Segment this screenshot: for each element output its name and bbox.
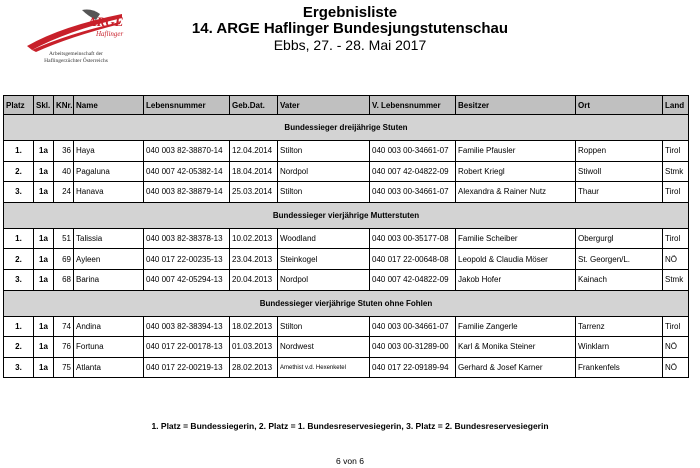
cell-ort: Obergurgl — [576, 228, 663, 249]
table-row — [4, 269, 689, 290]
cell-besitzer: Familie Zangerle — [456, 316, 576, 337]
cell-besitzer: Familie Scheiber — [456, 228, 576, 249]
col-knr: KNr. — [54, 96, 74, 115]
cell-besitzer: Leopold & Claudia Möser — [456, 249, 576, 270]
cell-knr: 76 — [54, 337, 74, 358]
cell-name: Fortuna — [74, 337, 144, 358]
cell-skl: 1a — [34, 161, 54, 182]
cell-lebensnummer: 040 003 82-38879-14 — [144, 182, 230, 203]
table-row — [4, 182, 689, 203]
cell-lebensnummer: 040 003 82-38870-14 — [144, 141, 230, 162]
group-title: Bundessieger dreijährige Stuten — [4, 115, 689, 141]
cell-vater: Stilton — [278, 182, 370, 203]
cell-gebdat: 10.02.2013 — [230, 228, 278, 249]
cell-gebdat: 18.02.2013 — [230, 316, 278, 337]
cell-v-lebensnummer: 040 003 00-34661-07 — [370, 182, 456, 203]
cell-gebdat: 01.03.2013 — [230, 337, 278, 358]
cell-lebensnummer: 040 003 82-38378-13 — [144, 228, 230, 249]
table-row — [4, 228, 689, 249]
cell-platz: 2. — [4, 337, 34, 358]
cell-lebensnummer: 040 017 22-00219-13 — [144, 357, 230, 378]
placement-legend: 1. Platz = Bundessiegerin, 2. Platz = 1. Bundesreservesiegerin, 3. Platz = 2. Bundesreservesiegerin — [151, 421, 549, 431]
event-title: 14. ARGE Haflinger Bundesjungstutenschau — [191, 20, 509, 37]
cell-gebdat: 25.03.2014 — [230, 182, 278, 203]
cell-ort: Frankenfels — [576, 357, 663, 378]
cell-skl: 1a — [34, 269, 54, 290]
logo-subword: Haflinger — [96, 30, 124, 38]
results-table — [3, 95, 689, 378]
group-title: Bundessieger vierjährige Mutterstuten — [4, 202, 689, 228]
cell-ort: St. Georgen/L. — [576, 249, 663, 270]
cell-platz: 1. — [4, 316, 34, 337]
cell-land: Tirol — [663, 182, 689, 203]
cell-ort: Winklarn — [576, 337, 663, 358]
cell-vater: Nordwest — [278, 337, 370, 358]
cell-knr: 40 — [54, 161, 74, 182]
cell-v-lebensnummer: 040 017 22-09189-94 — [370, 357, 456, 378]
logo-line-2: Haflingerzüchter Österreichs — [44, 57, 108, 64]
group-header-row — [4, 115, 689, 141]
cell-name: Atlanta — [74, 357, 144, 378]
cell-knr: 68 — [54, 269, 74, 290]
cell-knr: 51 — [54, 228, 74, 249]
col-name: Name — [74, 96, 144, 115]
cell-platz: 3. — [4, 269, 34, 290]
cell-skl: 1a — [34, 182, 54, 203]
cell-besitzer: Jakob Hofer — [456, 269, 576, 290]
cell-land: NÖ — [663, 249, 689, 270]
cell-skl: 1a — [34, 357, 54, 378]
cell-lebensnummer: 040 003 82-38394-13 — [144, 316, 230, 337]
cell-vater: Stilton — [278, 316, 370, 337]
table-row — [4, 316, 689, 337]
cell-v-lebensnummer: 040 007 42-04822-09 — [370, 269, 456, 290]
cell-besitzer: Robert Kriegl — [456, 161, 576, 182]
cell-knr: 74 — [54, 316, 74, 337]
cell-ort: Stiwoll — [576, 161, 663, 182]
col-ort: Ort — [576, 96, 663, 115]
cell-skl: 1a — [34, 228, 54, 249]
cell-skl: 1a — [34, 316, 54, 337]
cell-gebdat: 12.04.2014 — [230, 141, 278, 162]
cell-land: Tirol — [663, 228, 689, 249]
cell-platz: 3. — [4, 182, 34, 203]
cell-lebensnummer: 040 017 22-00178-13 — [144, 337, 230, 358]
cell-v-lebensnummer: 040 003 00-34661-07 — [370, 141, 456, 162]
cell-skl: 1a — [34, 337, 54, 358]
cell-vater: Amethist v.d. Hexenketel — [278, 357, 370, 378]
table-header-row — [4, 96, 689, 115]
page-number: 6 von 6 — [336, 456, 364, 466]
cell-land: Tirol — [663, 316, 689, 337]
cell-lebensnummer: 040 007 42-05382-14 — [144, 161, 230, 182]
cell-knr: 75 — [54, 357, 74, 378]
cell-gebdat: 23.04.2013 — [230, 249, 278, 270]
cell-skl: 1a — [34, 249, 54, 270]
cell-vater: Stilton — [278, 141, 370, 162]
col-v-lebensnummer: V. Lebensnummer — [370, 96, 456, 115]
cell-v-lebensnummer: 040 007 42-04822-09 — [370, 161, 456, 182]
cell-ort: Kainach — [576, 269, 663, 290]
logo-line-1: Arbeitsgemeinschaft der — [49, 51, 103, 57]
table-row — [4, 141, 689, 162]
cell-v-lebensnummer: 040 003 00-31289-00 — [370, 337, 456, 358]
cell-name: Andina — [74, 316, 144, 337]
cell-knr: 24 — [54, 182, 74, 203]
document-title: Ergebnisliste — [302, 4, 398, 21]
cell-vater: Nordpol — [278, 269, 370, 290]
cell-vater: Nordpol — [278, 161, 370, 182]
cell-gebdat: 28.02.2013 — [230, 357, 278, 378]
col-gebdat: Geb.Dat. — [230, 96, 278, 115]
cell-platz: 3. — [4, 357, 34, 378]
cell-ort: Roppen — [576, 141, 663, 162]
cell-besitzer: Gerhard & Josef Karner — [456, 357, 576, 378]
cell-v-lebensnummer: 040 003 00-35177-08 — [370, 228, 456, 249]
cell-name: Ayleen — [74, 249, 144, 270]
cell-lebensnummer: 040 007 42-05294-13 — [144, 269, 230, 290]
cell-lebensnummer: 040 017 22-00235-13 — [144, 249, 230, 270]
cell-land: Stmk — [663, 161, 689, 182]
cell-skl: 1a — [34, 141, 54, 162]
col-land: Land — [663, 96, 689, 115]
cell-name: Hanava — [74, 182, 144, 203]
cell-knr: 69 — [54, 249, 74, 270]
cell-platz: 2. — [4, 249, 34, 270]
cell-ort: Tarrenz — [576, 316, 663, 337]
group-header-row — [4, 290, 689, 316]
cell-land: NÖ — [663, 357, 689, 378]
event-place-date: Ebbs, 27. - 28. Mai 2017 — [273, 37, 427, 53]
col-vater: Vater — [278, 96, 370, 115]
cell-land: Stmk — [663, 269, 689, 290]
col-besitzer: Besitzer — [456, 96, 576, 115]
cell-platz: 1. — [4, 228, 34, 249]
table-row — [4, 249, 689, 270]
cell-name: Haya — [74, 141, 144, 162]
cell-platz: 1. — [4, 141, 34, 162]
cell-land: NÖ — [663, 337, 689, 358]
col-lebensnummer: Lebensnummer — [144, 96, 230, 115]
table-row — [4, 357, 689, 378]
cell-v-lebensnummer: 040 003 00-34661-07 — [370, 316, 456, 337]
col-platz: Platz — [4, 96, 34, 115]
cell-besitzer: Karl & Monika Steiner — [456, 337, 576, 358]
table-row — [4, 337, 689, 358]
cell-ort: Thaur — [576, 182, 663, 203]
col-skl: Skl. — [34, 96, 54, 115]
cell-besitzer: Familie Pfausler — [456, 141, 576, 162]
cell-name: Pagaluna — [74, 161, 144, 182]
cell-vater: Steinkogel — [278, 249, 370, 270]
group-title: Bundessieger vierjährige Stuten ohne Fohlen — [4, 290, 689, 316]
cell-knr: 36 — [54, 141, 74, 162]
cell-v-lebensnummer: 040 017 22-00648-08 — [370, 249, 456, 270]
cell-name: Talissia — [74, 228, 144, 249]
cell-vater: Woodland — [278, 228, 370, 249]
cell-platz: 2. — [4, 161, 34, 182]
cell-name: Barina — [74, 269, 144, 290]
cell-gebdat: 18.04.2014 — [230, 161, 278, 182]
table-row — [4, 161, 689, 182]
cell-besitzer: Alexandra & Rainer Nutz — [456, 182, 576, 203]
logo-word: ARGE — [88, 14, 124, 29]
cell-gebdat: 20.04.2013 — [230, 269, 278, 290]
group-header-row — [4, 202, 689, 228]
cell-land: Tirol — [663, 141, 689, 162]
